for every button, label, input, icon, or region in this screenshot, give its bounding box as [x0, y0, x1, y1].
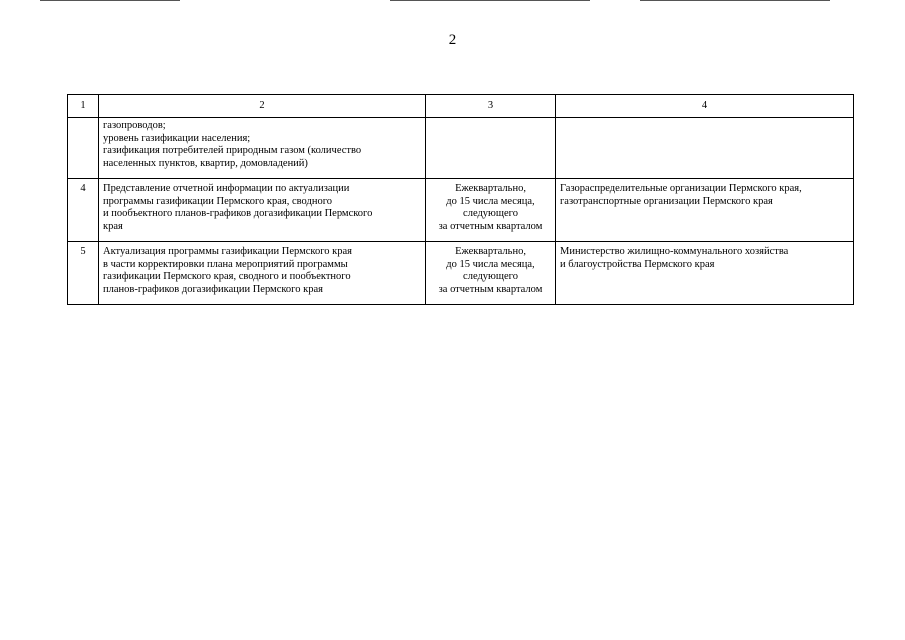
table-row [68, 118, 854, 179]
table-row [68, 242, 854, 305]
row-number [68, 118, 99, 179]
top-edge-rule-left [40, 0, 180, 1]
page-number: 2 [448, 32, 457, 48]
deadline: Ежеквартально, до 15 числа месяца, следующего за отчетным кварталом [426, 242, 556, 305]
responsible-party: Министерство жилищно-коммунального хозяйства и благоустройства Пермского края [556, 242, 854, 305]
measure-description: газопроводов; уровень газификации населения; газификация потребителей природным газом (количество населенных пунктов, квартир, домовладений) [99, 118, 426, 179]
measure-description: Актуализация программы газификации Пермского края в части корректировки плана мероприятий программы газификации Пермского края, сводного и пообъектного планов-графиков догазификации Пермского края [99, 242, 426, 305]
top-edge-rule-center [390, 0, 590, 1]
column-header-3: 3 [426, 95, 556, 118]
row-number: 5 [68, 242, 99, 305]
measures-table [67, 94, 854, 305]
row-number: 4 [68, 179, 99, 242]
responsible-party [556, 118, 854, 179]
deadline [426, 118, 556, 179]
column-header-4: 4 [556, 95, 854, 118]
top-edge-rule-right [640, 0, 830, 1]
table-header-row [68, 95, 854, 118]
responsible-party: Газораспределительные организации Пермского края, газотранспортные организации Пермского края [556, 179, 854, 242]
column-header-2: 2 [99, 95, 426, 118]
deadline: Ежеквартально, до 15 числа месяца, следующего за отчетным кварталом [426, 179, 556, 242]
measure-description: Представление отчетной информации по актуализации программы газификации Пермского края, сводного и пообъектного планов-графиков догазификации Пермского края [99, 179, 426, 242]
column-header-1: 1 [68, 95, 99, 118]
table-row [68, 179, 854, 242]
